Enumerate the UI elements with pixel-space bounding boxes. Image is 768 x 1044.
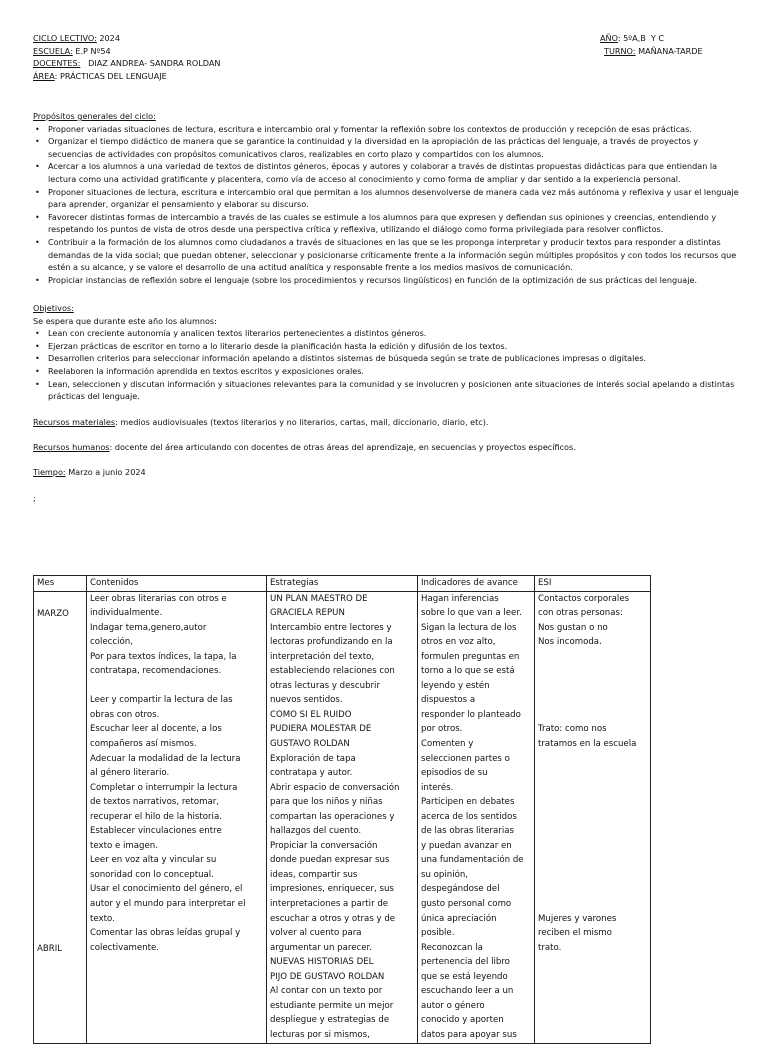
escuela-label: ESCUELA:: [33, 45, 73, 56]
ciclo-value: 2024: [96, 33, 120, 43]
recursos-materiales: [33, 416, 488, 429]
mes-cell: [34, 591, 87, 1043]
cell-line: conocido y aporten: [421, 1015, 504, 1026]
docentes-line: [33, 57, 220, 70]
objetivos-section: [33, 302, 739, 403]
cell-line: Nos incomoda.: [538, 637, 602, 648]
cell-line: estudiante permite un mejor: [270, 1000, 394, 1011]
cell-line: lectoras profundizando en la: [270, 637, 393, 648]
cell-line: una fundamentación de: [421, 855, 524, 866]
cell-line: autor y el mundo para interpretar el: [90, 899, 246, 910]
turno-value: MAÑANA-TARDE: [635, 45, 703, 56]
cell-line: colección,: [90, 637, 133, 648]
cell-line: seleccionen partes o: [421, 753, 510, 764]
list-item: • Contribuir a la formación de los alumnos como ciudadanos a través de situaciones en las que se les proponga interpretar y producir textos para responder a distintas demandas de la vida social; que puedan obtener, seleccionar y posicionarse críticamente frente a la información según múltiples propósitos y con todos los recursos que estén a su alcance, y se valore el desarrollo de una actitud analítica y responsable frente a los medios masivos de comunicación.: [33, 236, 739, 274]
escuela-value: E.P Nº54: [72, 45, 111, 56]
cell-line: Escuchar leer al docente, a los: [90, 724, 222, 735]
cell-line: sobre lo que van a leer.: [421, 608, 522, 619]
cell-line: Contactos corporales: [538, 593, 630, 604]
cell-line: estableciendo relaciones con: [270, 666, 395, 677]
list-item: • Desarrollen criterios para seleccionar información apelando a distintos sistemas de búsqueda según se trate de publicaciones impresas o digitales.: [33, 352, 739, 365]
cell-line: Propiciar la conversación: [270, 840, 378, 851]
cell-line: acerca de los sentidos: [421, 811, 517, 822]
cell-line: torno a lo que se está: [421, 666, 515, 677]
cell-line: interpretación del texto,: [270, 651, 375, 662]
cell-line: PIJO DE GUSTAVO ROLDAN: [270, 971, 385, 982]
cell-line: otras lecturas y descubrir: [270, 680, 380, 691]
list-item: • Propiciar instancias de reflexión sobre el lenguaje (sobre los procedimientos y recursos lingüísticos) en función de la optimización de sus prácticas del lenguaje.: [33, 274, 739, 287]
cell-line: [538, 795, 647, 810]
cell-line: formulen preguntas en: [421, 651, 520, 662]
cell-line: autor o género: [421, 1000, 485, 1011]
cell-line: Reconozcan la: [421, 942, 483, 953]
cell-line: Exploración de tapa: [270, 753, 356, 764]
cell-line: GRACIELA REPUN: [270, 608, 345, 619]
header-mes: Mes: [34, 576, 87, 592]
tiempo: [33, 466, 146, 479]
list-item: • Acercar a los alumnos a una variedad de textos de distintos géneros, épocas y autores y colaborar a través de distintas propuestas didácticas para que entiendan la lectura como una actividad gratificante y placentera, como vía de acceso al conocimiento y como forma de ampliar y dar sentido a la experiencia personal.: [33, 160, 739, 185]
table-header-row: [34, 576, 651, 592]
cell-line: Hagan inferencias: [421, 593, 499, 604]
cell-line: que se está leyendo: [421, 971, 508, 982]
month-abril: ABRIL: [37, 943, 63, 954]
list-item: • Proponer variadas situaciones de lectura, escritura e intercambio oral y fomentar la reflexión sobre los contextos de producción y recepción de esas prácticas.: [33, 123, 739, 136]
header-indicadores: Indicadores de avance: [418, 576, 535, 592]
propositos-title: Propósitos generales del ciclo:: [33, 111, 156, 121]
cell-line: texto e imagen.: [90, 840, 158, 851]
cell-line: [538, 868, 647, 883]
cell-line: individualmente.: [90, 608, 163, 619]
list-item: • Organizar el tiempo didáctico de manera que se garantice la continuidad y la diversidad en la apropiación de las prácticas del lenguaje, a través de proyectos y secuencias de actividades con propósitos comunicativos claros, realizables en corto plazo y compartidos con los alumnos.: [33, 135, 739, 160]
cell-line: nuevos sentidos.: [270, 695, 343, 706]
ciclo-label: CICLO LECTIVO:: [33, 33, 97, 43]
contenidos-cell: [87, 591, 267, 1043]
propositos-list: [33, 123, 739, 287]
cell-line: reciben el mismo: [538, 928, 612, 939]
cell-line: [538, 882, 647, 897]
cell-line: datos para apoyar sus: [421, 1029, 517, 1040]
propositos-section: [33, 110, 739, 286]
cell-line: [538, 650, 647, 665]
cell-line: GUSTAVO ROLDAN: [270, 739, 350, 750]
cell-line: escuchar a otros y otras y de: [270, 913, 396, 924]
cell-line: Leer obras literarias con otros e: [90, 593, 227, 604]
cell-line: dispuestos a: [421, 695, 476, 706]
cell-line: Al contar con un texto por: [270, 986, 383, 997]
plan-table: [33, 575, 651, 1044]
cell-line: ideas, compartir sus: [270, 869, 358, 880]
cell-line: volver al cuento para: [270, 928, 362, 939]
cell-line: colectivamente.: [90, 942, 159, 953]
cell-line: UN PLAN MAESTRO DE: [270, 593, 368, 604]
plan-table-wrapper: [33, 575, 650, 1040]
recursos-humanos: [33, 441, 576, 454]
escuela-line: [33, 45, 220, 58]
list-item: • Proponer situaciones de lectura, escritura e intercambio oral que permitan a los alumnos desenvolverse de manera cada vez más autónoma y reflexiva y usar el lenguaje para aprender, organizar el pensamiento y elaborar su discurso.: [33, 186, 739, 211]
cell-line: COMO SI EL RUIDO: [270, 709, 352, 720]
cell-line: de las obras literarias: [421, 826, 514, 837]
cell-line: interés.: [421, 782, 454, 793]
cell-line: Indagar tema,genero,autor: [90, 622, 207, 633]
cell-line: [538, 810, 647, 825]
cell-line: Abrir espacio de conversación: [270, 782, 400, 793]
cell-line: otros en voz alto,: [421, 637, 496, 648]
objetivos-intro: Se espera que durante este año los alumnos:: [33, 315, 217, 326]
list-item: • Reelaboren la información aprendida en textos escritos y exposiciones orales.: [33, 365, 739, 378]
cell-line: Intercambio entre lectores y: [270, 622, 392, 633]
cell-line: Completar o interrumpir la lectura: [90, 782, 238, 793]
header-left: [33, 32, 220, 82]
cell-line: [90, 679, 263, 694]
cell-line: por otros.: [421, 724, 463, 735]
cell-line: contratapa, recomendaciones.: [90, 666, 222, 677]
cell-line: Leer y compartir la lectura de las: [90, 695, 233, 706]
recursos-humanos-text: : docente del área articulando con docentes de otras áreas del aprendizaje, en secuencias y proyectos específicos.: [109, 442, 576, 452]
cell-line: Por para textos índices, la tapa, la: [90, 651, 237, 662]
cell-line: posible.: [421, 928, 455, 939]
header-contenidos: Contenidos: [87, 576, 267, 592]
month-marzo: MARZO: [37, 608, 69, 619]
recursos-materiales-text: : medios audiovisuales (textos literarios y no literarios, cartas, mail, diccionario, diario, etc).: [115, 417, 489, 427]
cell-line: episodios de su: [421, 768, 488, 779]
cell-line: escuchando leer a un: [421, 986, 514, 997]
cell-line: compartan las operaciones y: [270, 811, 395, 822]
indicadores-cell: [418, 591, 535, 1043]
cell-line: [538, 766, 647, 781]
turno-line: [600, 45, 703, 58]
cell-line: interpretaciones a partir de: [270, 899, 389, 910]
cell-line: recuperar el hilo de la historia.: [90, 811, 222, 822]
cell-line: Leer en voz alta y vincular su: [90, 855, 217, 866]
cell-line: sonoridad con lo conceptual.: [90, 869, 214, 880]
cell-line: compañeros así mismos.: [90, 739, 197, 750]
cell-line: pertenencia del libro: [421, 957, 510, 968]
cell-line: impresiones, enriquecer, sus: [270, 884, 394, 895]
objetivos-list: [33, 327, 739, 403]
cell-line: leyendo y estén: [421, 680, 490, 691]
list-item: • Lean, seleccionen y discutan información y situaciones relevantes para la comunidad y se involucren y posicionen ante situaciones de interés social apelando a distintas prácticas del lenguaje.: [33, 378, 739, 403]
tiempo-label: Tiempo:: [33, 467, 66, 477]
cell-line: texto.: [90, 913, 115, 924]
cell-line: gusto personal como: [421, 899, 512, 910]
header-estrategias: Estrategias: [267, 576, 418, 592]
cell-line: [538, 781, 647, 796]
cell-line: única apreciación: [421, 913, 497, 924]
cell-line: [538, 693, 647, 708]
area-label: ÁREA: [33, 70, 55, 81]
cell-line: despliegue y estrategias de: [270, 1015, 390, 1026]
cell-line: [538, 752, 647, 767]
area-value: : PRÁCTICAS DEL LENGUAJE: [54, 70, 167, 81]
docentes-value: DIAZ ANDREA- SANDRA ROLDAN: [80, 58, 221, 69]
cell-line: para que los niños y niñas: [270, 797, 383, 808]
stray-mark: ;: [33, 493, 36, 503]
cell-line: Trato: como nos: [538, 724, 607, 735]
cell-line: con otras personas:: [538, 608, 623, 619]
cell-line: Adecuar la modalidad de la lectura: [90, 753, 241, 764]
cell-line: tratamos en la escuela: [538, 739, 637, 750]
header-esi: ESI: [535, 576, 651, 592]
cell-line: Establecer vinculaciones entre: [90, 826, 222, 837]
estrategias-cell: [267, 591, 418, 1043]
recursos-materiales-label: Recursos materiales: [33, 417, 116, 427]
list-item: • Favorecer distintas formas de intercambio a través de las cuales se estimule a los alumnos para que expresen y defiendan sus opiniones y creencias, entendiendo y respetando los puntos de vista de otros desde una perspectiva crítica y reflexiva, utilizando el diálogo como forma privilegiada para resolver conflictos.: [33, 211, 739, 236]
table-row: [34, 591, 651, 1043]
tiempo-text: Marzo a junio 2024: [65, 467, 146, 477]
cell-line: responder lo planteado: [421, 709, 521, 720]
cell-line: NUEVAS HISTORIAS DEL: [270, 957, 374, 968]
cell-line: [538, 708, 647, 723]
cell-line: Nos gustan o no: [538, 622, 608, 633]
cell-line: donde puedan expresar sus: [270, 855, 390, 866]
header-right: [600, 32, 703, 57]
cell-line: argumentar un parecer.: [270, 942, 373, 953]
docentes-label: DOCENTES:: [33, 58, 81, 69]
objetivos-title: Objetivos:: [33, 303, 74, 313]
cell-line: Sigan la lectura de los: [421, 622, 517, 633]
cell-line: hallazgos del cuento.: [270, 826, 362, 837]
cell-line: [538, 679, 647, 694]
cell-line: Comenten y: [421, 739, 474, 750]
cell-line: trato.: [538, 942, 562, 953]
cell-line: PUDIERA MOLESTAR DE: [270, 724, 372, 735]
cell-line: contratapa y autor.: [270, 768, 353, 779]
cell-line: [538, 897, 647, 912]
recursos-humanos-label: Recursos humanos: [33, 442, 110, 452]
cell-line: [538, 824, 647, 839]
list-item: • Lean con creciente autonomía y analicen textos literarios pertenecientes a distintos géneros.: [33, 327, 739, 340]
cell-line: [538, 839, 647, 854]
cell-line: lecturas por si mismos,: [270, 1029, 370, 1040]
anio-value: : 5ºA,B Y C: [617, 33, 665, 43]
cell-line: despegándose del: [421, 884, 500, 895]
area-line: [33, 70, 220, 83]
esi-cell: [535, 591, 651, 1043]
cell-line: Mujeres y varones: [538, 913, 617, 924]
ciclo-lectivo-line: [33, 32, 220, 45]
cell-line: Usar el conocimiento del género, el: [90, 884, 243, 895]
anio-line: [600, 32, 703, 45]
cell-line: obras con otros.: [90, 709, 160, 720]
anio-label: AÑO: [600, 33, 618, 43]
cell-line: y puedan avanzar en: [421, 840, 512, 851]
turno-label: TURNO:: [604, 45, 636, 56]
cell-line: Comentar las obras leídas grupal y: [90, 928, 241, 939]
cell-line: [538, 664, 647, 679]
cell-line: de textos narrativos, retomar,: [90, 797, 219, 808]
cell-line: su opinión,: [421, 869, 469, 880]
list-item: • Ejerzan prácticas de escritor en torno a lo literario desde la planificación hasta la edición y difusión de los textos.: [33, 340, 739, 353]
cell-line: [538, 853, 647, 868]
cell-line: al género literario.: [90, 768, 170, 779]
cell-line: Participen en debates: [421, 797, 515, 808]
